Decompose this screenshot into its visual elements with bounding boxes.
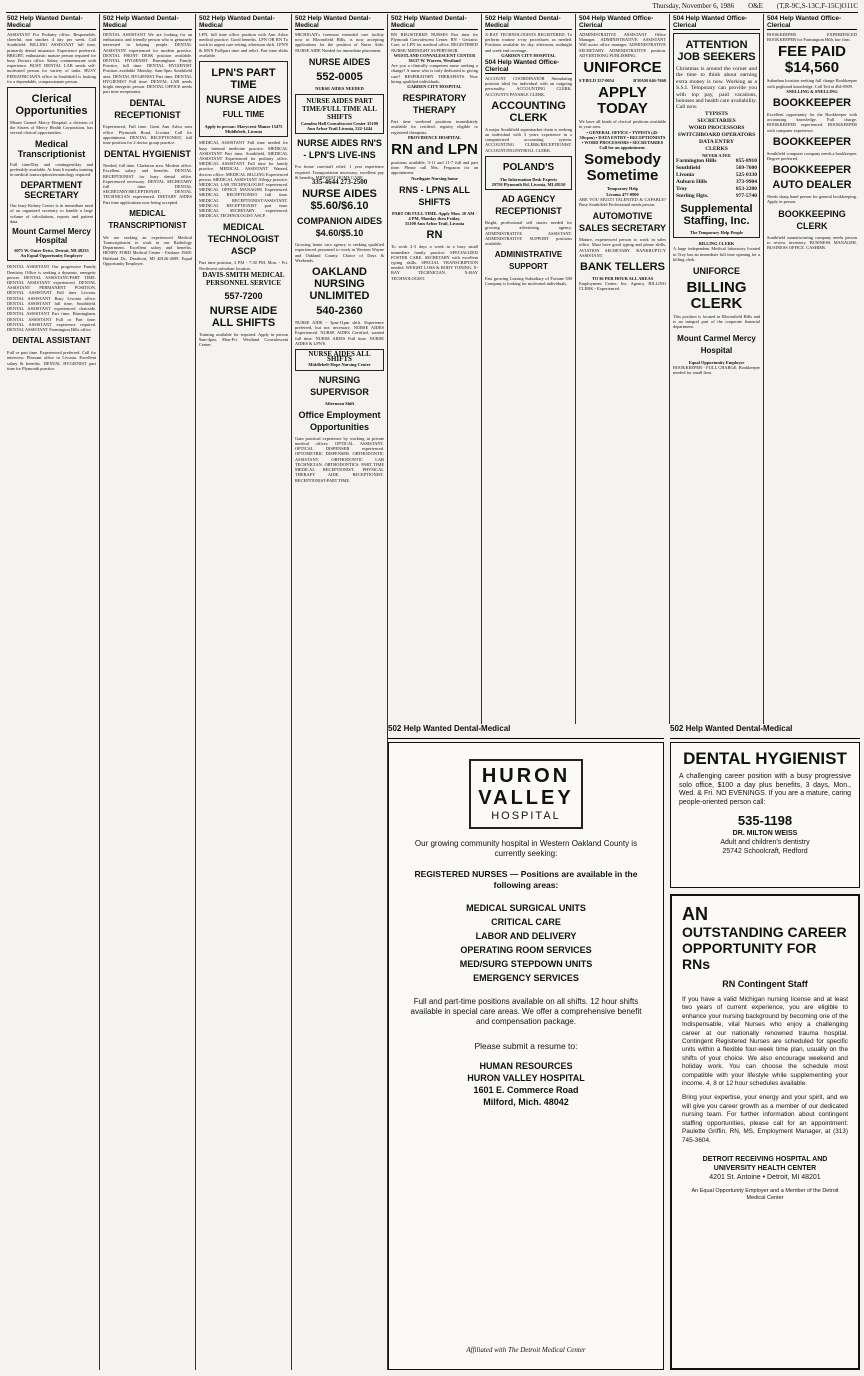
ad-text: Growing home care agency is seeking qualified experienced personnel to work in Western Wayne and Oakland County. Choice of Days & Weekends. [295,242,384,263]
ad-text: NURSE AIDE - 3pm-11pm shift. Experience preferred, but not necessary. NURSE AIDES Experienced. NURSE AIDES Certified, wanted full time. NURSE AIDES Full time. NURSE AIDES & LPN'S. [295,320,384,346]
ad-text: Apply in person: Marycrest Manor 15475 Middlebelt, Livonia [204,124,283,135]
section-heading: 504 Help Wanted Office-Clerical [767,15,857,30]
ad-dental-hygienist [670,742,860,888]
ad-headline: DEPARTMENT SECRETARY [20,180,83,201]
masthead-date: Thursday, November 6, 1986 [652,2,735,10]
job-1: TYPISTS [705,110,728,117]
ad-headline: DENTAL HYGIENIST [104,149,191,160]
eoe: An Equal Opportunity Employer [20,253,83,259]
phone: 335-4644 273-2500 [311,178,368,187]
ad-text: Mount Carmel Mercy Hospital, a division of the Sisters of Mercy Health Corporation, has several clerical opportunities. [10,120,93,136]
ad-text: RN REGISTERED NURSES Part time for Plymouth Convalescent Center. RN - Geriatric Care, or LPN for medical office. REGISTERED NURSE/ MIDNIGHT SUPERVISOR. [391,32,478,53]
ad-text: REGISTERED NURSES — Positions are available in the following areas: [414,869,638,890]
ad-text: ARE YOU MULTI TALENTED & CAPABLE? Busy Southfield Professional needs person. [579,196,666,208]
phone: 569-7600 [735,165,757,172]
ad-text: Needed, full time. Clarkston area. Modern office. Excellent salary and benefits. DENTAL RECEPTIONIST for busy dental office. Experienced necessary. DENTAL SECRETARY full time. DENTAL SECRETARY/RECEPTIONIST. DENTAL TECHNICIAN experienced. DIETARY AIDES Part time applications now being accepted. [103,163,192,205]
ad-headline: Somebody Sometime [584,151,661,185]
ad-text: MEDICAL ASSISTANT Full time needed for busy internal medicine practice. MEDICAL ASSISTANT Part time, Southfield. MEDICAL ASSISTANT Experienced for podiatry office. MEDICAL ASSISTANT Full time for family practice. MEDICAL ASSISTANT Wanted, doctors office. MEDICAL BILLING Experienced person. MEDICAL ASSISTANT Allergy practice. MEDICAL LAB TECHNOLOGIST experienced. MEDICAL OFFICE MANAGER Experienced. MEDICAL RECEPTIONIST full time. MEDICAL RECEPTIONIST/ASSISTANT. MEDICAL RECEPTIONIST part time. MEDICAL SECRETARY experienced. MEDICAL TECHNOLOGIST ASCP. [199,140,288,219]
ad-text: PART OR FULL TIME. Apply Mon. 10 AM - 4 PM, Monday thru Friday. [392,210,477,222]
ad-headline: ADMINISTRATIVE SUPPORT [494,250,563,272]
section-heading: 504 Help Wanted Office-Clerical [579,15,666,30]
ad-text: Bring your expertise, your energy and your spirit, and we will give you career growth as a member of our dedicated nursing team. For further information about contingent staffing opportunities, please call for an appointment: Paulette Griffin, RN, MS, Employment Manager, at (313) 745-3604. [682,1094,848,1144]
address: 6071 W. Outer Drive, Detroit, MI 48235 [14,248,89,254]
contact-line: HURON VALLEY HOSPITAL [467,1073,585,1083]
ad-text: If you have a valid Michigan nursing license and at least two years of current experience, you are eligible to enhance your nursing background by becoming one of the Indispensable, vital Nurses who enjoy a challenging career at our nationally renowned trauma hospital. Contingent Registered Nurses are scheduled for specific units within a flexible four-week time plan, usually on the shifts of your choice. We also encourage weekend and holiday work. You can choose the schedule most compatible with your lifestyle while supplementing your income. 4, 8 or 12 hour schedules available. [682,996,848,1088]
affiliation: Affiliated with The Detroit Medical Center [466,1346,586,1354]
ad-headline: NURSE AIDES PART TIME/FULL TIME ALL SHIFTS [302,97,377,122]
column-3 [196,14,292,1370]
ad-huron-valley [388,742,664,1370]
phone: 552-0005 [316,70,363,83]
ad-text: Are you a clinically competent nurse seeking a change? A nurse who is truly dedicated to giving care? RESPIRATORY THERAPISTS. Now hiring qualified individuals. [391,63,478,84]
phone: 977-5740 [735,193,757,200]
tagline: The Temporary Help People [689,230,744,236]
phone-row [579,78,666,83]
ad-text: DENTAL ASSISTANT Our progressive Family Dentistry Office is seeking a dynamic, energetic person. DENTAL ASSISTANT/PART TIME. DENTAL ASSISTANT experienced. DENTAL ASSISTANT PERMANENT POSITION. DENTAL ASSISTANT Full time Livonia. DENTAL ASSISTANT Busy Livonia office. DENTAL ASSISTANT full time, Southfield. DENTAL ASSISTANT experienced chairside. DENTAL ASSISTANT Part time, Birmingham. DENTAL ASSISTANT Full or Part time. DENTAL ASSISTANT experience required. DENTAL ASSISTANT Farmington Hills office. [7,264,96,332]
logo-line: HURON [481,765,571,787]
job-4: SWITCHBOARD OPERATORS [677,131,756,138]
ad-text: Christmas is around the corner and the time to think about earning extra money is now. Working as a S.S.I. Temporary can provide you with top pay, paid vacations, bonuses and health care availability. Call now. [676,66,757,111]
logo-line: HOSPITAL [491,810,561,822]
ad-headline: RNS - LPNS ALL SHIFTS [399,184,470,207]
masthead-code: (T,R-9C,S-13C,F-15C)O11C [776,2,858,10]
phone-list [676,158,757,200]
facility-name: PROVIDENCE HOSPITAL [408,134,461,140]
ad-text: TO $6 PER HOUR ALL AREAS [591,276,654,282]
ad-text: positions available, 3-11 and 11-7 full and part time. Please call Mrs. Ferguson for an appointment. [391,160,478,176]
contact-line: 1601 E. Commerce Road [473,1085,579,1095]
column-4 [292,14,388,1370]
job-2: SECRETARIES [697,117,736,124]
area-item: OPERATING ROOM SERVICES [460,945,592,955]
job-list: • GENERAL OFFICE • TYPISTS (45-50wpm) • DATA ENTRY • RECEPTIONISTS • WORD PROCESSORS • SECRETARIES [579,129,666,146]
ad-headline: RESPIRATORY THERAPY [402,93,467,116]
phone: 557-7200 [224,290,263,301]
section-heading: 502 Help Wanted Dental-Medical [670,724,860,739]
ad-headline: DENTAL ASSISTANT [12,336,91,346]
ad-text: Camden Hall Convalescent Center 35100 Ann Arbor Trail Livonia, 522-1444 [301,121,378,132]
ad-text: We have all kinds of clerical positions available in your area. [579,119,666,130]
ad-text: Our busy Kidney Center is in immediate need of an organized secretary to handle a large volume of calculations, reports and patient data. [10,203,93,224]
job-5: DATA ENTRY [699,138,734,145]
ad-headline: NURSE AIDES [308,56,371,67]
ad-headline: RN [426,229,443,242]
ad-box-middlebelt [295,349,384,371]
company-name: Supplemental Staffing, Inc. [680,203,753,228]
ad-text: Our growing community hospital in Western Oakland County is currently seeking: [414,839,638,858]
ad-headline: NURSE AIDE ALL SHIFTS [209,304,278,329]
ad-headline: AD AGENCY RECEPTIONIST [495,194,562,217]
office-name: Sterling Hgts. [676,193,709,200]
ad-headline: UNIFORCE [693,266,740,277]
ad-text: Mature, experienced person to work in sales office. Must have good typing and phone skills. AVIATION SECRETARY. BANKRUPTCY ASSISTANT. [579,237,666,258]
ad-text: BOOKKEEPER - FULL CHARGE. Bookkeeper needed for small firm. [673,364,760,376]
ad-headline: APPLY TODAY [597,84,648,118]
ad-text: Southfield computer company needs a bookkeeper. Degree preferred. [767,150,857,162]
office-name: Livonia [676,172,695,179]
ad-text: Fast growing Leasing Subsidiary of Fortune 500 Company is looking for motivated individuals. [485,276,572,287]
ad-text: We are seeking an experienced Medical Transcriptionist to work in our Radiology Department. Excellent salary and benefits. HENRY FORD Medical Center - Fairlane 19401 Hubbard Dr., Dearborn, MI 48126-2699. Equal Opportunity Employer. [103,234,192,266]
column-7 [576,14,670,724]
ad-headline: AUTO DEALER [772,179,852,192]
facility-name: Northgate Nursing home [411,175,458,181]
ad-career-rns [670,894,860,1370]
ad-headline: Medical Transcriptionist [17,138,86,159]
job-3: WORD PROCESSORS [688,124,745,131]
column-8 [670,14,764,724]
ad-text: Adult and children's dentistry [720,839,810,847]
eoe: An Equal Opportunity Employer and a Member of the Detroit Medical Center [691,1187,839,1201]
ad-headline: BOOKKEEPER [772,97,852,110]
phone: Livonia 477-0900 [606,191,639,197]
section-heading: 504 Help Wanted Office-Clerical [673,15,760,30]
ad-text: ADMINISTRATIVE ASSISTANT Office Manager. ADMINISTRATIVE ASSISTANT Will assist office manager. ADMINISTRATIVE SECRETARY. ADMINISTRATIVE position. ADVERTISING PUBLISHING. [579,32,666,58]
ad-headline: NURSE AIDES NEEDED [315,85,364,91]
ad-headline: BOOKKEEPER [772,164,852,177]
section-heading: 502 Help Wanted Dental-Medical [391,15,478,30]
ad-box-attention [673,33,760,238]
area-item: MEDICAL SURGICAL UNITS [466,903,586,913]
ad-text: Full or part time. Experienced preferred. Call for interview. Pleasant office in Livonia. Excellent salary & benefits. DENTAL HYGIENIST part time for Plymouth practice. [7,350,96,371]
ad-text: The Information Desk Experts [499,176,558,182]
ad-headline: BANK TELLERS [580,261,665,274]
area-item: EMERGENCY SERVICES [473,973,579,983]
phone: 855-8910 [735,158,757,165]
area-item: MED/SURG STEPDOWN UNITS [459,959,593,969]
column-1 [4,14,100,1370]
area-item: LABOR AND DELIVERY [475,931,577,941]
hospital-name: DETROIT RECEIVING HOSPITAL AND UNIVERSITY HEALTH CENTER [702,1155,828,1172]
ad-text: To work 2-3 days a week in a busy small immediate family practice. SPECIALIZED FOSTER CARE. SECRETARY with excellent typing skills. SPECIAL TRANSCRIPTION needed. WEIGHT LOSS & BODY TONING. X-RAY TECHNICIAN. X-RAY TECHNOLOGIST. [391,244,478,281]
office-name: Farmington Hills [676,158,717,165]
ad-headline: MEDICAL TRANSCRIPTIONIST [108,208,187,230]
ad-text: A challenging career position with a busy progressive solo office, $100 a day plus benefits, 3 days, Mon., Wed. & Fri. NO EVENINGS. If you are a mature, caring people-oriented person call: [679,773,851,806]
ad-text: Bright, professional self starter needed for growing advertising agency. ADMINISTRATIVE ASSISTANT. ADMINISTRATIVE SUPPORT positions available. [485,220,572,247]
address: 35100 Ann Arbor Trail, Livonia [404,221,465,227]
hospital-logo [469,759,583,829]
ad-text: For home care/staff relief, 1 year experience required. Transportation necessary, excellent pay & benefits. MIDWEST HOME CARE [295,164,384,180]
ad-headline: FEE PAID $14,560 [777,43,847,77]
section-heading: 502 Help Wanted Dental-Medical [7,15,96,30]
ad-text: Southfield manufacturing company needs person to review inventory. BUSINESS MANAGER. BUSINESS OFFICE. CASHIER. [767,234,857,251]
ad-text: ACCOUNT COORDINATOR Stimulating position ideal for individual with an outgoing personality. ACCOUNTING CLERK. ACCOUNTS PAYABLE CLERK. [485,76,572,97]
column-6 [482,14,576,724]
ad-headline: RN and LPN [391,141,478,159]
ad-headline: DENTAL HYGIENIST [683,749,847,768]
ad-headline: UNIFORCE [583,59,662,77]
agency-name: SNELLING & SNELLING [786,88,838,94]
ad-headline: AUTOMOTIVE SALES SECRETARY [579,211,667,234]
ad-headline: NURSE AIDES [206,94,281,107]
ad-text: Full and part-time positions available on all shifts. 12 hour shifts available in special care areas. We offer a comprehensive benefit and compensation package. [410,997,642,1026]
eoe: Equal Opportunity Employer [688,359,745,365]
phone: S'FIELD 357-0054 [579,78,615,84]
ad-text: Needs sharp hand person for general bookkeeping. Apply in person. [767,194,857,205]
agency-name: DAVIS-SMITH MEDICAL PERSONNEL SERVICE [202,270,285,287]
facility-name: GARDEN CITY HOSPITAL [501,52,556,58]
ad-text: Full time/Day and contingent/day and preferably available. At least 6 months training in medical transcription/terminology required. [10,161,93,178]
facility-name: GARDEN CITY HOSPITAL [407,84,462,90]
ad-text: A large independent Medical laboratory located in Troy has an immediate full time opening for a billing clerk. [673,246,760,262]
ad-headline: Office Employment Opportunities [298,409,381,432]
office-name: Troy [676,186,688,193]
job-6: CLERKS [705,145,728,152]
ad-text: Afternoon Shift [324,400,355,406]
ad-text: Employment Center, Inc. Agency. BILLING CLERK - Experienced. [579,281,666,292]
column-9 [764,14,860,724]
section-heading: 504 Help Wanted Office-Clerical [485,59,572,74]
ad-headline: NURSE AIDES ALL SHIFTS [308,350,371,364]
ad-headline: NURSE AIDES RN'S - LPN'S LIVE-INS [297,138,382,161]
ad-headline: OAKLAND NURSING UNLIMITED [309,266,370,303]
ad-text: Gain practical experience by working in private medical offices. OPTICAL ASSISTANT. OPTICAL DISPENSER experienced. OPTOMETRIC DISPENSER. ORTHODONTIC ASSISTANT. ORTHODONTIC LAB TECHNICIAN. ORTHODONTICS. PART TIME MEDICAL RECEPTIONIST. PHYSICAL THERAPY AIDE. RECEPTIONIST. RECEPTIONIST-PART TIME. [295,435,384,483]
ad-text: LPN, full time office position with Ann Arbor medical practice. Good benefits. LPN OR RN To work in urgent care setting, afternoon shift. LPN'S & RN'S Full/part time and relief. Part time shifts available. [199,32,288,58]
ad-text: X-RAY TECHNOLOGISTS REGISTERED. To perform routine x-ray procedures as needed. Positions available for day, afternoon, midnight and week end coverage. [485,32,572,53]
ad-text: Middlebelt-Hope Nursing Center [308,362,371,368]
section-heading: 502 Help Wanted Dental-Medical [199,15,288,30]
facility-name: WESTLAND CONVALESCENT CENTER [393,52,476,58]
ad-text: Training available for required. Apply in person 9am-4pm, Mon-Fri. Westland Convalescent Center. [199,331,288,348]
ad-headline: AN [682,904,708,924]
ad-text: Please submit a resume to: [474,1041,578,1051]
ad-text: BOOKKEEPER EXPERIENCED BOOKKEEPER for Farmington Hills law firm. [767,32,857,43]
section-heading: 502 Help Wanted Dental-Medical [485,15,572,30]
ad-headline: ATTENTION JOB SEEKERS [677,39,756,63]
office-name: Auburn Hills [676,179,708,186]
phone: 525-0330 [735,172,757,179]
ad-headline: ACCOUNTING CLERK [491,99,566,124]
ad-text: NEVER A FEE [702,152,731,158]
hospital-name: Mount Carmel Mercy Hospital [12,227,91,246]
address: 29750 Plymouth Rd. Livonia, MI 48150 [491,182,566,188]
ad-text: ASSISTANT For Podiatry office. Responsible, cheerful, non smoker. 4 day per week. Call Southfield. BILLING ASSISTANT full time, primarily dental insurance. Experience preferred. BRIGHT, enthusiastic mature person required for busy Doctors office. Salary commensurate with experience. BUSY DENTAL LAB needs self-motivated person for variety of tasks. BUSY PEDIATRICIAN'S office in Southfield is looking for a dependable, compassionate person. [7,32,96,84]
area-item: CRITICAL CARE [491,917,561,927]
phone: 540-2360 [316,305,363,318]
doctor-name: DR. MILTON WEISS [732,830,798,838]
ad-text: Call for an appointment. [599,145,646,151]
address: 36137 W. Warren, Westland [408,58,461,64]
ad-text: Suburban location seeking full charge Bookkeeper with pegboard knowledge. Call Ted at 464-0909. [767,78,857,89]
office-name: Southfield [676,165,701,172]
ad-headline: OUTSTANDING CAREER OPPORTUNITY FOR RNs [682,924,847,972]
logo-line: VALLEY [478,787,574,809]
ad-box-camden [295,94,384,134]
area-list [403,901,649,985]
masthead [6,2,858,13]
section-heading: 502 Help Wanted Dental-Medical [388,724,664,739]
ad-text: MICHIGAN's foremost extended care facility now in Bloomfield Hills, is now accepting applications for the position of Nurse Aide. NURSE AIDE Needed for immediate placement. [295,32,384,53]
ad-headline: Clerical Opportunities [15,93,88,118]
ad-text: DENTAL ASSISTANT We are looking for an enthusiastic and friendly person who is genuinely interested in helping people. DENTAL ASSISTANT experienced for modern practice. DENTAL FRONT DESK position available. DENTAL HYGIENIST Birmingham Family Practice, full time. DENTAL HYGIENIST Position available Monday, Sam-5pm Southfield area. DENTAL HYGIENIST Part time. DENTAL HYGIENIST Full time. DENTAL LAB needs bright energetic person. DENTAL OFFICE needs part time receptionist. [103,32,192,95]
ad-headline: MEDICAL TECHNOLOGIST ASCP [207,222,280,257]
ad-headline: LPN'S PART TIME [211,67,276,92]
hospital-name: Mount Carmel Mercy Hospital [677,333,756,355]
ad-headline: BOOKKEEPING CLERK [778,208,846,231]
ad-text: Excellent opportunity for the Bookkeeper with accounting knowledge. Full charge. BOOKKEEPER experienced. BOOKKEEPER with computer experience. [767,112,857,133]
address: 4201 St. Antoine • Detroit, MI 48201 [709,1173,821,1181]
column-2 [100,14,196,1370]
column-5 [388,14,482,724]
ad-text: A major Southfield supermarket chain is seeking an individual with 3 years experience in a computerized accounting system. ACCOUNTING CLERK/RECEPTIONIST. ACCOUNTING/PAYROLL CLERK. [485,126,572,153]
ad-box-polands [485,156,572,190]
phone: 853-2200 [735,186,757,193]
ad-subheadline: RN Contingent Staff [722,979,808,989]
ad-headline: NURSING SUPERVISOR [310,374,369,397]
ad-headline: DENTAL RECEPTIONIST [114,98,181,121]
ad-headline: BILLING CLERK [698,241,735,247]
ad-headline: BOOKKEEPER [772,135,852,148]
ad-text: Experienced, Full time. Great Ann Arbor area office. Plymouth Road, Livonia. Call for appointment. DENTAL RECEPTIONIST, full time position for 2 doctor group practice. [103,124,192,146]
ad-text: Part time position, 2 PM - 7:30 PM, Mon. - Fri. Northwest suburban location. [199,260,288,271]
ad-headline: POLAND'S [502,161,555,173]
ad-headline: FULL TIME [222,110,265,120]
ad-headline: COMPANION AIDES $4.60/$5.10 [296,216,382,239]
address: 25742 Schoolcraft, Redford [722,848,808,856]
ad-box-lpns [199,61,288,137]
masthead-edition: O&E [748,2,763,10]
ad-headline: BILLING CLERK [686,279,747,313]
contact-line: Milford, Mich. 48042 [483,1097,569,1107]
ad-text: Part time weekend positions immediately available for certified, registry eligible or registered therapists. [391,119,478,135]
section-heading: 502 Help Wanted Dental-Medical [103,15,192,30]
section-heading: 502 Help Wanted Dental-Medical [295,15,384,30]
contact-line: HUMAN RESOURCES [479,1061,573,1071]
ad-box-clerical [7,87,96,261]
phone: 373-9904 [735,179,757,186]
ad-text: Temporary Help [606,186,639,192]
phone: B'HAM 646-7660 [633,78,666,84]
ad-headline: NURSE AIDES $5.60/$6.10 [302,188,377,213]
phone: 535-1198 [737,813,793,829]
ad-text: This position is located in Bloomfield Hills and is an integral part of the corporate financial department. [673,314,760,330]
